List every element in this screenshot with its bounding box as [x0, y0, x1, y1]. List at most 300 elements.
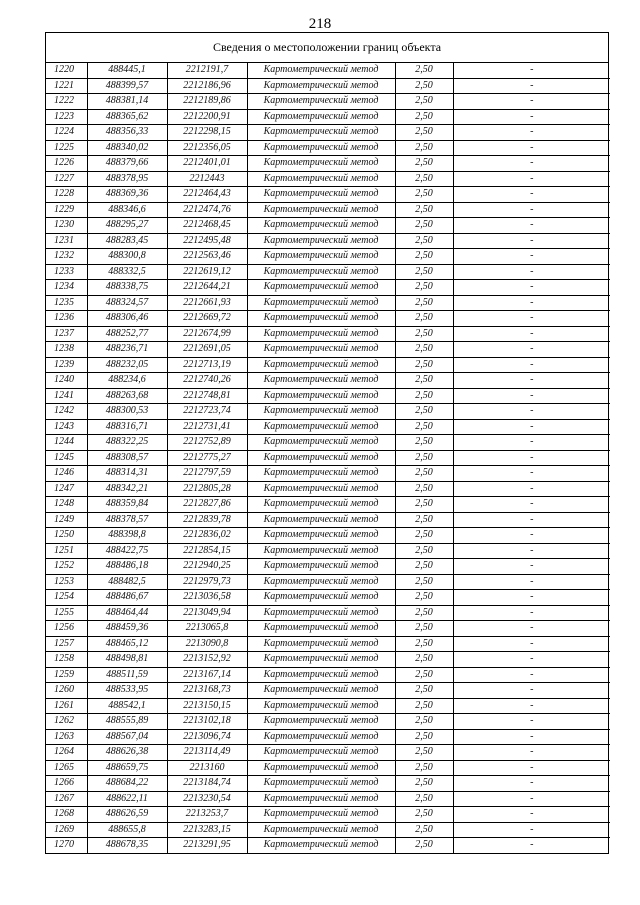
method-cell: Картометрический метод [247, 249, 395, 265]
accuracy-cell: 2,50 [395, 171, 453, 187]
y-coordinate-cell: 2213114,49 [167, 745, 247, 761]
x-coordinate-cell: 488626,38 [87, 745, 167, 761]
note-cell: - [453, 838, 610, 853]
x-coordinate-cell: 488464,44 [87, 605, 167, 621]
y-coordinate-cell: 2212443 [167, 171, 247, 187]
accuracy-cell: 2,50 [395, 373, 453, 389]
method-cell: Картометрический метод [247, 698, 395, 714]
y-coordinate-cell: 2212775,27 [167, 450, 247, 466]
table-row [46, 481, 610, 497]
y-coordinate-cell: 2212200,91 [167, 109, 247, 125]
x-coordinate-cell: 488308,57 [87, 450, 167, 466]
y-coordinate-cell: 2213184,74 [167, 776, 247, 792]
note-cell: - [453, 776, 610, 792]
method-cell: Картометрический метод [247, 760, 395, 776]
accuracy-cell: 2,50 [395, 295, 453, 311]
note-cell: - [453, 342, 610, 358]
point-number-cell: 1245 [46, 450, 87, 466]
table-row [46, 342, 610, 358]
point-number-cell: 1222 [46, 94, 87, 110]
accuracy-cell: 2,50 [395, 187, 453, 203]
table-row [46, 559, 610, 575]
table-row [46, 760, 610, 776]
table-row [46, 218, 610, 234]
accuracy-cell: 2,50 [395, 140, 453, 156]
coordinates-table [46, 63, 610, 853]
note-cell: - [453, 512, 610, 528]
x-coordinate-cell: 488555,89 [87, 714, 167, 730]
table-row [46, 326, 610, 342]
y-coordinate-cell: 2212495,48 [167, 233, 247, 249]
accuracy-cell: 2,50 [395, 435, 453, 451]
x-coordinate-cell: 488232,05 [87, 357, 167, 373]
point-number-cell: 1265 [46, 760, 87, 776]
table-row [46, 838, 610, 853]
method-cell: Картометрический метод [247, 528, 395, 544]
accuracy-cell: 2,50 [395, 388, 453, 404]
accuracy-cell: 2,50 [395, 590, 453, 606]
y-coordinate-cell: 2212661,93 [167, 295, 247, 311]
note-cell: - [453, 822, 610, 838]
page-number: 218 [308, 16, 332, 32]
table-row [46, 822, 610, 838]
y-coordinate-cell: 2213160 [167, 760, 247, 776]
note-cell: - [453, 233, 610, 249]
point-number-cell: 1238 [46, 342, 87, 358]
method-cell: Картометрический метод [247, 450, 395, 466]
x-coordinate-cell: 488498,81 [87, 652, 167, 668]
method-cell: Картометрический метод [247, 233, 395, 249]
table-row [46, 357, 610, 373]
note-cell: - [453, 94, 610, 110]
x-coordinate-cell: 488300,53 [87, 404, 167, 420]
note-cell: - [453, 280, 610, 296]
x-coordinate-cell: 488511,59 [87, 667, 167, 683]
note-cell: - [453, 667, 610, 683]
table-row [46, 94, 610, 110]
method-cell: Картометрический метод [247, 838, 395, 853]
method-cell: Картометрический метод [247, 342, 395, 358]
x-coordinate-cell: 488316,71 [87, 419, 167, 435]
method-cell: Картометрический метод [247, 714, 395, 730]
accuracy-cell: 2,50 [395, 125, 453, 141]
note-cell: - [453, 218, 610, 234]
note-cell: - [453, 683, 610, 699]
method-cell: Картометрический метод [247, 357, 395, 373]
method-cell: Картометрический метод [247, 295, 395, 311]
table-row [46, 404, 610, 420]
y-coordinate-cell: 2213036,58 [167, 590, 247, 606]
table-row [46, 528, 610, 544]
method-cell: Картометрический метод [247, 745, 395, 761]
table-row [46, 388, 610, 404]
y-coordinate-cell: 2212356,05 [167, 140, 247, 156]
method-cell: Картометрический метод [247, 156, 395, 172]
accuracy-cell: 2,50 [395, 636, 453, 652]
point-number-cell: 1261 [46, 698, 87, 714]
point-number-cell: 1263 [46, 729, 87, 745]
accuracy-cell: 2,50 [395, 109, 453, 125]
x-coordinate-cell: 488332,5 [87, 264, 167, 280]
table-row [46, 450, 610, 466]
point-number-cell: 1267 [46, 791, 87, 807]
x-coordinate-cell: 488381,14 [87, 94, 167, 110]
point-number-cell: 1227 [46, 171, 87, 187]
y-coordinate-cell: 2212644,21 [167, 280, 247, 296]
y-coordinate-cell: 2212940,25 [167, 559, 247, 575]
x-coordinate-cell: 488295,27 [87, 218, 167, 234]
point-number-cell: 1262 [46, 714, 87, 730]
accuracy-cell: 2,50 [395, 63, 453, 78]
table-row [46, 233, 610, 249]
note-cell: - [453, 202, 610, 218]
point-number-cell: 1249 [46, 512, 87, 528]
y-coordinate-cell: 2212189,86 [167, 94, 247, 110]
method-cell: Картометрический метод [247, 729, 395, 745]
method-cell: Картометрический метод [247, 171, 395, 187]
y-coordinate-cell: 2212748,81 [167, 388, 247, 404]
accuracy-cell: 2,50 [395, 280, 453, 296]
note-cell: - [453, 264, 610, 280]
method-cell: Картометрический метод [247, 373, 395, 389]
y-coordinate-cell: 2212854,15 [167, 543, 247, 559]
point-number-cell: 1248 [46, 497, 87, 513]
table-row [46, 125, 610, 141]
accuracy-cell: 2,50 [395, 605, 453, 621]
note-cell: - [453, 249, 610, 265]
table-row [46, 109, 610, 125]
point-number-cell: 1255 [46, 605, 87, 621]
method-cell: Картометрический метод [247, 590, 395, 606]
accuracy-cell: 2,50 [395, 156, 453, 172]
note-cell: - [453, 125, 610, 141]
y-coordinate-cell: 2212827,86 [167, 497, 247, 513]
point-number-cell: 1221 [46, 78, 87, 94]
accuracy-cell: 2,50 [395, 574, 453, 590]
point-number-cell: 1251 [46, 543, 87, 559]
point-number-cell: 1240 [46, 373, 87, 389]
method-cell: Картометрический метод [247, 435, 395, 451]
method-cell: Картометрический метод [247, 78, 395, 94]
x-coordinate-cell: 488378,95 [87, 171, 167, 187]
x-coordinate-cell: 488567,04 [87, 729, 167, 745]
accuracy-cell: 2,50 [395, 233, 453, 249]
y-coordinate-cell: 2213283,15 [167, 822, 247, 838]
accuracy-cell: 2,50 [395, 698, 453, 714]
point-number-cell: 1270 [54, 839, 74, 851]
accuracy-cell: 2,50 [395, 729, 453, 745]
x-coordinate-cell: 488465,12 [87, 636, 167, 652]
note-cell: - [453, 78, 610, 94]
accuracy-cell: 2,50 [395, 218, 453, 234]
method-cell: Картометрический метод [247, 791, 395, 807]
point-number-cell: 1269 [46, 822, 87, 838]
method-cell: Картометрический метод [247, 63, 395, 78]
method-cell: Картометрический метод [247, 559, 395, 575]
accuracy-cell: 2,50 [395, 466, 453, 482]
note-cell: - [453, 543, 610, 559]
accuracy-cell: 2,50 [395, 807, 453, 823]
table-row [46, 78, 610, 94]
x-coordinate-cell: 488359,84 [87, 497, 167, 513]
method-cell: Картометрический метод [247, 776, 395, 792]
table-row [46, 512, 610, 528]
accuracy-cell: 2,50 [395, 543, 453, 559]
x-coordinate-cell: 488684,22 [87, 776, 167, 792]
note-cell: - [453, 466, 610, 482]
point-number-cell: 1246 [46, 466, 87, 482]
point-number-cell: 1237 [46, 326, 87, 342]
table-row [46, 714, 610, 730]
accuracy-cell: 2,50 [395, 497, 453, 513]
y-coordinate-cell: 2212468,45 [167, 218, 247, 234]
point-number-cell: 1242 [46, 404, 87, 420]
y-coordinate-cell: 2212731,41 [167, 419, 247, 435]
note-cell: - [453, 373, 610, 389]
point-number-cell: 1266 [46, 776, 87, 792]
accuracy-cell: 2,50 [395, 342, 453, 358]
note-cell: - [453, 807, 610, 823]
point-number-cell: 1254 [46, 590, 87, 606]
note-cell: - [453, 435, 610, 451]
y-coordinate-cell: 2212740,26 [167, 373, 247, 389]
x-coordinate-cell: 488236,71 [87, 342, 167, 358]
note-cell: - [453, 745, 610, 761]
x-coordinate-cell: 488626,59 [87, 807, 167, 823]
table-row [46, 187, 610, 203]
x-coordinate-cell: 488300,8 [87, 249, 167, 265]
accuracy-cell: 2,50 [395, 249, 453, 265]
y-coordinate-cell: 2213230,54 [167, 791, 247, 807]
note-cell: - [453, 621, 610, 637]
accuracy-cell: 2,50 [395, 776, 453, 792]
x-coordinate-cell: 488338,75 [87, 280, 167, 296]
accuracy-cell: 2,50 [395, 404, 453, 420]
y-coordinate-cell: 2212669,72 [167, 311, 247, 327]
y-coordinate-cell: 2213152,92 [167, 652, 247, 668]
accuracy-cell: 2,50 [395, 745, 453, 761]
note-cell: - [453, 590, 610, 606]
accuracy-cell: 2,50 [395, 481, 453, 497]
accuracy-cell: 2,50 [395, 311, 453, 327]
y-coordinate-cell: 2212979,73 [167, 574, 247, 590]
y-coordinate-cell: 2213167,14 [167, 667, 247, 683]
point-number-cell: 1235 [46, 295, 87, 311]
method-cell: Картометрический метод [247, 667, 395, 683]
point-number-cell: 1230 [46, 218, 87, 234]
method-cell: Картометрический метод [247, 605, 395, 621]
method-cell: Картометрический метод [247, 419, 395, 435]
note-cell: - [453, 729, 610, 745]
accuracy-cell: 2,50 [395, 419, 453, 435]
note-cell: - [453, 311, 610, 327]
point-number-cell: 1224 [46, 125, 87, 141]
accuracy-cell: 2,50 [395, 357, 453, 373]
table-row [46, 791, 610, 807]
point-number-cell: 1268 [46, 807, 87, 823]
accuracy-cell: 2,50 [395, 791, 453, 807]
y-coordinate-cell: 2212691,05 [167, 342, 247, 358]
note-cell: - [453, 140, 610, 156]
accuracy-cell: 2,50 [395, 202, 453, 218]
accuracy-cell: 2,50 [395, 667, 453, 683]
section-title: Сведения о местоположении границ объекта [46, 33, 608, 63]
method-cell: Картометрический метод [247, 202, 395, 218]
method-cell: Картометрический метод [247, 822, 395, 838]
point-number-cell: 1257 [46, 636, 87, 652]
method-cell: Картометрический метод [247, 807, 395, 823]
x-coordinate-cell: 488324,57 [87, 295, 167, 311]
y-coordinate-cell: 2213065,8 [167, 621, 247, 637]
note-cell: - [453, 481, 610, 497]
point-number-cell: 1258 [46, 652, 87, 668]
method-cell: Картометрический метод [247, 543, 395, 559]
table-row [46, 574, 610, 590]
method-cell: Картометрический метод [247, 466, 395, 482]
accuracy-cell: 2,50 [395, 838, 453, 853]
x-coordinate-cell: 488482,5 [87, 574, 167, 590]
table-row [46, 683, 610, 699]
point-number-cell: 1244 [46, 435, 87, 451]
table-row [46, 698, 610, 714]
table-row [46, 264, 610, 280]
table-row [46, 435, 610, 451]
method-cell: Картометрический метод [247, 512, 395, 528]
table-row [46, 745, 610, 761]
y-coordinate-cell: 2212752,89 [167, 435, 247, 451]
x-coordinate-cell: 488322,25 [87, 435, 167, 451]
accuracy-cell: 2,50 [395, 559, 453, 575]
table-row [46, 605, 610, 621]
method-cell: Картометрический метод [247, 125, 395, 141]
point-number-cell: 1231 [46, 233, 87, 249]
point-number-cell: 1225 [46, 140, 87, 156]
accuracy-cell: 2,50 [395, 621, 453, 637]
y-coordinate-cell: 2212619,12 [167, 264, 247, 280]
x-coordinate-cell: 488283,45 [87, 233, 167, 249]
note-cell: - [453, 791, 610, 807]
y-coordinate-cell: 2213291,95 [167, 838, 247, 853]
point-number-cell: 1220 [46, 63, 87, 78]
note-cell: - [453, 760, 610, 776]
point-number-cell: 1259 [46, 667, 87, 683]
table-row [46, 466, 610, 482]
y-coordinate-cell: 2212186,96 [167, 78, 247, 94]
x-coordinate-cell: 488486,18 [87, 559, 167, 575]
method-cell: Картометрический метод [247, 652, 395, 668]
point-number-cell: 1228 [46, 187, 87, 203]
method-cell: Картометрический метод [247, 109, 395, 125]
y-coordinate-cell: 2212563,46 [167, 249, 247, 265]
method-cell: Картометрический метод [247, 140, 395, 156]
table-row [46, 636, 610, 652]
table-row [46, 652, 610, 668]
x-coordinate-cell: 488659,75 [87, 760, 167, 776]
note-cell: - [453, 404, 610, 420]
x-coordinate-cell: 488379,66 [87, 156, 167, 172]
note-cell: - [453, 714, 610, 730]
point-number-cell: 1250 [46, 528, 87, 544]
accuracy-cell: 2,50 [395, 450, 453, 466]
y-coordinate-cell: 2212191,7 [167, 63, 247, 78]
y-coordinate-cell: 2213168,73 [167, 683, 247, 699]
point-number-cell: 1252 [46, 559, 87, 575]
note-cell: - [453, 63, 610, 78]
point-number-cell: 1264 [46, 745, 87, 761]
point-number-cell: 1234 [46, 280, 87, 296]
table-row [46, 419, 610, 435]
note-cell: - [453, 652, 610, 668]
accuracy-cell: 2,50 [395, 78, 453, 94]
table-row [46, 373, 610, 389]
x-coordinate-cell: 488445,1 [87, 63, 167, 78]
boundary-table-sheet [45, 32, 609, 854]
y-coordinate-cell: 2212474,76 [167, 202, 247, 218]
table-row [46, 667, 610, 683]
x-coordinate-cell: 488340,02 [87, 140, 167, 156]
note-cell: - [453, 698, 610, 714]
table-row [46, 729, 610, 745]
point-number-cell: 1241 [46, 388, 87, 404]
table-row [46, 621, 610, 637]
y-coordinate-cell: 2213102,18 [167, 714, 247, 730]
accuracy-cell: 2,50 [395, 512, 453, 528]
y-coordinate-cell: 2213090,8 [167, 636, 247, 652]
y-coordinate-cell: 2212401,01 [167, 156, 247, 172]
x-coordinate-cell: 488486,67 [87, 590, 167, 606]
y-coordinate-cell: 2212464,43 [167, 187, 247, 203]
x-coordinate-cell: 488356,33 [87, 125, 167, 141]
method-cell: Картометрический метод [247, 187, 395, 203]
x-coordinate-cell: 488234,6 [87, 373, 167, 389]
accuracy-cell: 2,50 [395, 528, 453, 544]
x-coordinate-cell: 488422,75 [87, 543, 167, 559]
table-row [46, 543, 610, 559]
x-coordinate-cell: 488459,36 [87, 621, 167, 637]
accuracy-cell: 2,50 [395, 683, 453, 699]
note-cell: - [453, 156, 610, 172]
note-cell: - [453, 388, 610, 404]
x-coordinate-cell: 488655,8 [87, 822, 167, 838]
note-cell: - [453, 636, 610, 652]
point-number-cell: 1256 [46, 621, 87, 637]
y-coordinate-cell: 2213096,74 [167, 729, 247, 745]
table-row [46, 807, 610, 823]
point-number-cell: 1236 [46, 311, 87, 327]
note-cell: - [453, 109, 610, 125]
x-coordinate-cell: 488346,6 [87, 202, 167, 218]
accuracy-cell: 2,50 [395, 652, 453, 668]
note-cell: - [453, 605, 610, 621]
method-cell: Картометрический метод [247, 497, 395, 513]
y-coordinate-cell: 2212298,15 [167, 125, 247, 141]
y-coordinate-cell: 2212723,74 [167, 404, 247, 420]
point-number-cell: 1243 [46, 419, 87, 435]
table-row [46, 311, 610, 327]
y-coordinate-cell: 2213253,7 [167, 807, 247, 823]
accuracy-cell: 2,50 [395, 714, 453, 730]
point-number-cell: 1229 [46, 202, 87, 218]
x-coordinate-cell: 488365,62 [87, 109, 167, 125]
y-coordinate-cell: 2212805,28 [167, 481, 247, 497]
note-cell: - [453, 187, 610, 203]
note-cell: - [453, 450, 610, 466]
accuracy-cell: 2,50 [395, 760, 453, 776]
note-cell: - [453, 528, 610, 544]
table-row [46, 171, 610, 187]
table-row [46, 776, 610, 792]
point-number-cell: 1260 [46, 683, 87, 699]
